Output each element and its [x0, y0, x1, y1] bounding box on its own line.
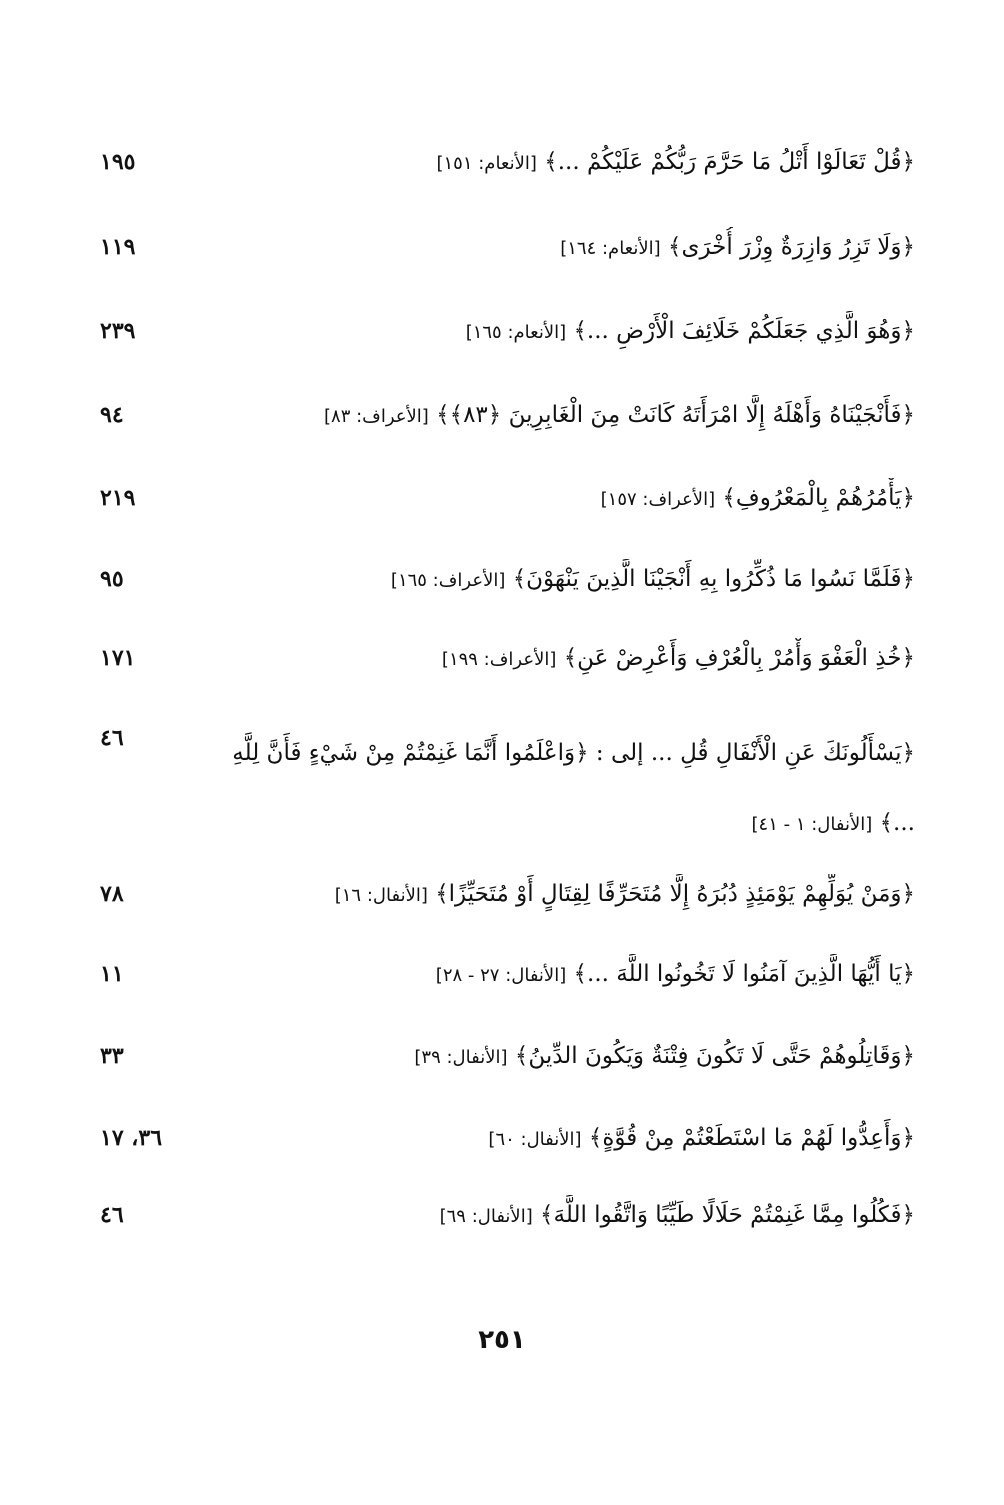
- index-entry: [100, 311, 915, 367]
- page-reference: ٧٨: [100, 881, 124, 907]
- index-entry: [100, 559, 915, 615]
- page-number: ٢٥١: [478, 1325, 526, 1355]
- verse-text: ﴿يَأْمُرُهُمْ بِالْمَعْرُوفِ﴾ [الأعراف: ١٥٧]: [600, 485, 915, 511]
- page-reference: ٣٦، ١٧: [100, 1125, 163, 1151]
- verse-reference: [الأنفال: ١ - ٤١]: [751, 814, 873, 835]
- index-entry: [100, 227, 915, 283]
- verse-text: ﴿يَا أَيُّهَا الَّذِينَ آمَنُوا لَا تَخُونُوا اللَّهَ ...﴾ [الأنفال: ٢٧ - ٢٨]: [435, 961, 915, 987]
- page-reference: ٩٤: [100, 402, 124, 428]
- index-entry: [100, 1036, 915, 1092]
- index-entry: [100, 718, 915, 848]
- index-entry: [100, 142, 915, 198]
- verse-text: ﴿فَأَنْجَيْنَاهُ وَأَهْلَهُ إِلَّا امْرَأَتَهُ كَانَتْ مِنَ الْغَابِرِينَ ﴿٨٣﴾﴾ [الأعراف: ٨٣]: [324, 402, 915, 428]
- verse-text: ﴿يَسْأَلُونَكَ عَنِ الْأَنْفَالِ قُلِ ... إلى : ﴿وَاعْلَمُوا أَنَّمَا غَنِمْتُمْ مِنْ شَيْءٍ فَأَنَّ لِلَّهِ ...﴾ [الأنفال: ١ - ٤١]: [232, 740, 915, 836]
- verse-text: ﴿وَلَا تَزِرُ وَازِرَةٌ وِزْرَ أُخْرَى﴾ [الأنعام: ١٦٤]: [560, 234, 915, 260]
- verse-text: ﴿وَقَاتِلُوهُمْ حَتَّى لَا تَكُونَ فِتْنَةٌ وَيَكُونَ الدِّينُ﴾ [الأنفال: ٣٩]: [414, 1043, 915, 1069]
- verse-text: ﴿فَكُلُوا مِمَّا غَنِمْتُمْ حَلَالًا طَيِّبًا وَاتَّقُوا اللَّهَ﴾ [الأنفال: ٦٩]: [439, 1202, 915, 1228]
- index-entry: [100, 638, 915, 694]
- verse-reference: [الأعراف: ٨٣]: [324, 406, 429, 427]
- verse-reference: [الأعراف: ١٥٧]: [600, 489, 716, 510]
- verse-text: ﴿فَلَمَّا نَسُوا مَا ذُكِّرُوا بِهِ أَنْجَيْنَا الَّذِينَ يَنْهَوْنَ﴾ [الأعراف: ١٦٥]: [390, 566, 915, 592]
- verse-reference: [الأنفال: ٣٩]: [414, 1047, 508, 1068]
- verse-reference: [الأعراف: ١٩٩]: [441, 649, 557, 670]
- index-entry: [100, 1118, 915, 1174]
- verse-reference: [الأنفال: ١٦]: [334, 885, 428, 906]
- verse-reference: [الأنعام: ١٦٥]: [465, 322, 567, 343]
- page-reference: ٤٦: [100, 1202, 124, 1228]
- verse-reference: [الأنفال: ٢٧ - ٢٨]: [435, 965, 567, 986]
- verse-text: ﴿وَهُوَ الَّذِي جَعَلَكُمْ خَلَائِفَ الْأَرْضِ ...﴾ [الأنعام: ١٦٥]: [465, 318, 915, 344]
- index-entry: [100, 395, 915, 451]
- page-reference: ١٧١: [100, 645, 136, 671]
- index-entry: [100, 954, 915, 1010]
- verse-text: ﴿وَمَنْ يُوَلِّهِمْ يَوْمَئِذٍ دُبُرَهُ إِلَّا مُتَحَرِّفًا لِقِتَالٍ أَوْ مُتَحَيِّزًا﴾ [الأنفال: ١٦]: [334, 881, 915, 907]
- verse-reference: [الأنعام: ١٥١]: [436, 153, 537, 174]
- page-reference: ٩٥: [100, 566, 124, 592]
- page-reference: ١١: [100, 961, 124, 987]
- index-entry: [100, 478, 915, 534]
- verse-reference: [الأنفال: ٦٩]: [439, 1206, 533, 1227]
- page-reference: ٢٣٩: [100, 318, 136, 344]
- verse-text: ﴿وَأَعِدُّوا لَهُمْ مَا اسْتَطَعْتُمْ مِنْ قُوَّةٍ﴾ [الأنفال: ٦٠]: [488, 1125, 915, 1151]
- index-entry: [100, 1195, 915, 1251]
- index-entry: [100, 874, 915, 930]
- page-reference: ١١٩: [100, 234, 136, 260]
- page-reference: ١٩٥: [100, 149, 136, 175]
- verse-reference: [الأنعام: ١٦٤]: [560, 238, 661, 259]
- verse-reference: [الأعراف: ١٦٥]: [390, 570, 506, 591]
- page-reference: ٤٦: [100, 725, 124, 751]
- verse-text: ﴿قُلْ تَعَالَوْا أَتْلُ مَا حَرَّمَ رَبُّكُمْ عَلَيْكُمْ ...﴾ [الأنعام: ١٥١]: [436, 149, 915, 175]
- verse-text: ﴿خُذِ الْعَفْوَ وَأْمُرْ بِالْعُرْفِ وَأَعْرِضْ عَنِ﴾ [الأعراف: ١٩٩]: [441, 645, 915, 671]
- page-reference: ٣٣: [100, 1043, 124, 1069]
- page-reference: ٢١٩: [100, 485, 136, 511]
- verse-reference: [الأنفال: ٦٠]: [488, 1129, 582, 1150]
